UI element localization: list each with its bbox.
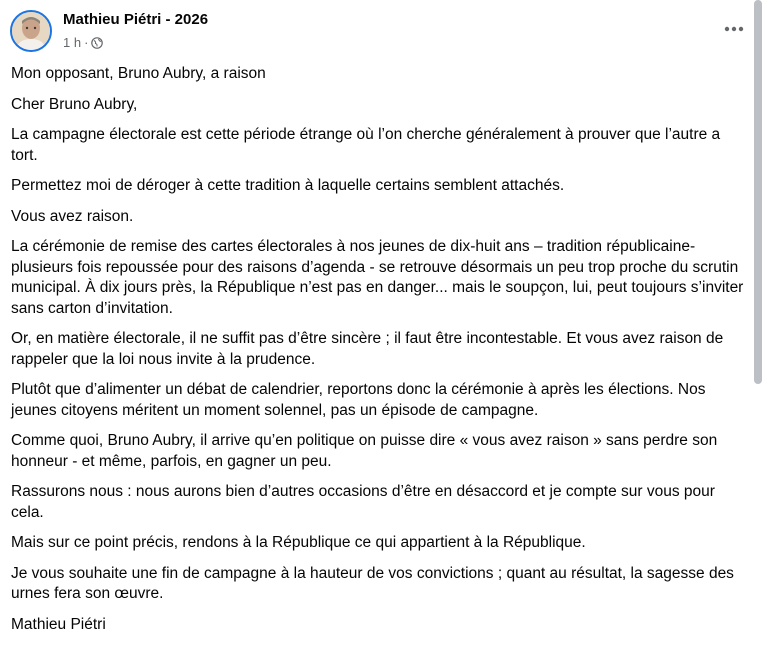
post-signature: Mathieu Piétri xyxy=(11,615,106,633)
post-paragraph: Comme quoi, Bruno Aubry, il arrive qu’en politique on puisse dire « vous avez raison » sans perdre son honneur - et même, parfois, en gagner un peu. xyxy=(11,432,718,470)
post-paragraph: Rassurons nous : nous aurons bien d’autres occasions d’être en désaccord et je compte sur vous pour cela. xyxy=(11,483,715,521)
post-paragraph: Cher Bruno Aubry, xyxy=(11,95,138,113)
meta-separator: · xyxy=(84,35,89,50)
post-meta xyxy=(63,35,103,50)
post-header xyxy=(10,8,750,54)
post-paragraph: Mon opposant, Bruno Aubry, a raison xyxy=(11,65,266,82)
author-avatar[interactable] xyxy=(10,10,52,52)
more-options-icon[interactable] xyxy=(720,18,748,40)
post-body xyxy=(11,64,747,645)
post-paragraph: La campagne électorale est cette période étrange où l’on cherche généralement à prouver que l’autre a tort. xyxy=(11,126,721,164)
post-paragraph: Je vous souhaite une fin de campagne à la hauteur de vos convictions ; quant au résultat, la sagesse des urnes fera son œuvre. xyxy=(11,564,734,602)
scrollbar[interactable] xyxy=(754,0,762,384)
author-name[interactable]: Mathieu Piétri - 2026 xyxy=(63,11,209,28)
post-paragraph: Mais sur ce point précis, rendons à la République ce qui appartient à la République. xyxy=(11,534,586,551)
post-paragraph: Vous avez raison. xyxy=(11,207,134,225)
post-time[interactable]: 1 h xyxy=(63,35,82,50)
post-paragraph: La cérémonie de remise des cartes électorales à nos jeunes de dix-huit ans – tradition républicaine- plusieurs fois repoussée pour des raisons d’agenda - se retrouve désormais un peu trop proche du scrutin municipal. À dix jours près, la République n’est pas en danger... mais le soupçon, lui, peut toujours s’inviter sans carton d’invitation. xyxy=(11,238,744,317)
avatar-photo xyxy=(12,12,50,50)
globe-icon[interactable] xyxy=(91,37,103,49)
post-paragraph: Permettez moi de déroger à cette tradition à laquelle certains semblent attachés. xyxy=(11,177,565,194)
post-paragraph: Or, en matière électorale, il ne suffit pas d’être sincère ; il faut être incontestable. Et vous avez raison de rappeler que la loi nous invite à la prudence. xyxy=(11,330,724,368)
post-paragraph: Plutôt que d’alimenter un débat de calendrier, reportons donc la cérémonie à après les élections. Nos jeunes citoyens méritent un moment solennel, pas un épisode de campagne. xyxy=(11,381,706,419)
